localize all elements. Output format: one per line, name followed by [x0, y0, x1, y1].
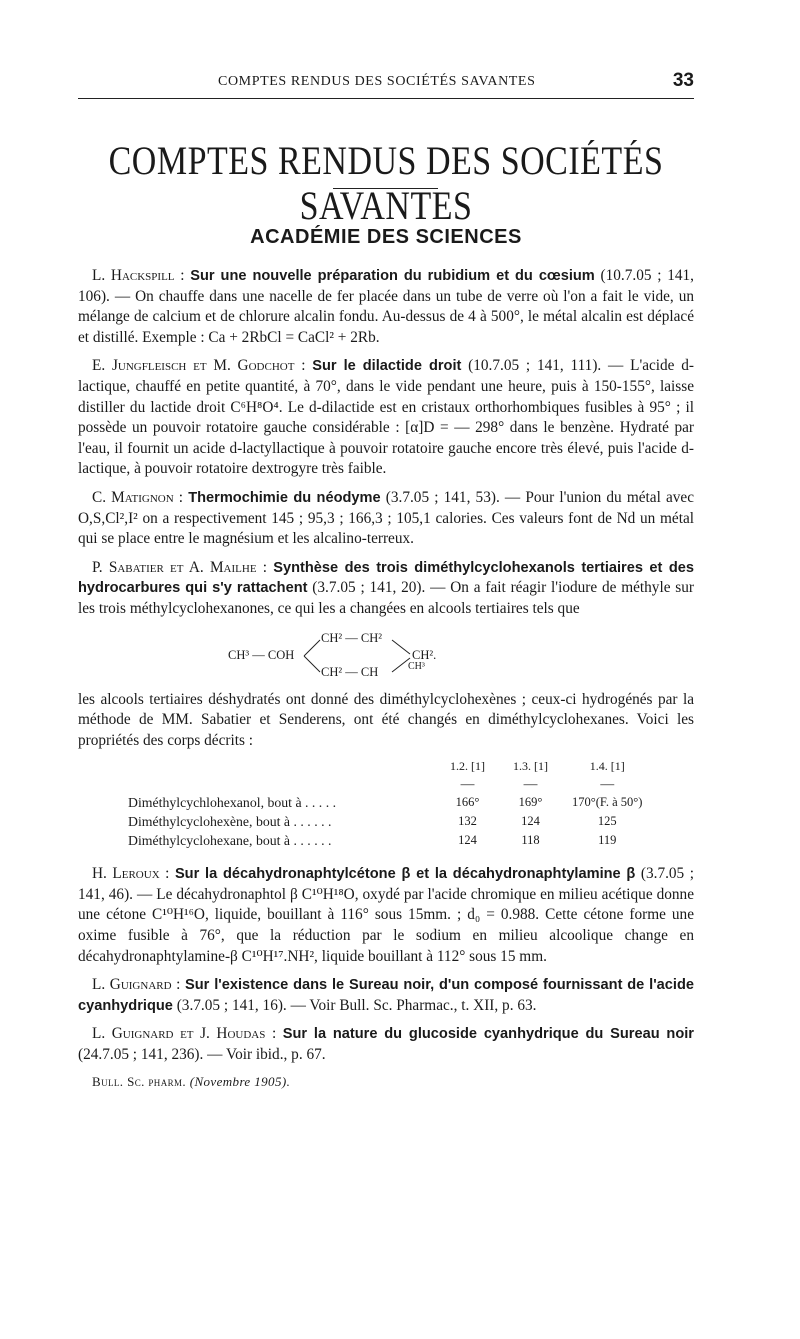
- row-value: 118: [521, 833, 540, 848]
- table-row: [118, 831, 652, 850]
- table-row: [118, 812, 652, 831]
- row-value: 132: [458, 814, 477, 829]
- running-title: COMPTES RENDUS DES SOCIÉTÉS SAVANTES: [218, 74, 536, 89]
- entry-title: Synthèse des trois diméthylcyclohexanols tertiaires et des hydrocarbures qui s'y rattachent: [78, 559, 695, 597]
- section-title: ACADÉMIE DES SCIENCES: [250, 226, 522, 248]
- entry-sabatier: [78, 558, 694, 620]
- entry-jungfleisch: [78, 356, 694, 480]
- entry-title: Sur la décahydronaphtylcétone β et la décahydronaphtylamine β: [174, 866, 636, 883]
- page-number: 33: [672, 70, 694, 91]
- table-header: 1.2. [1]: [450, 759, 485, 774]
- entry-text: — On a fait réagir l'iodure de méthyle sur les trois méthylcyclohexanones, ce qui les a changées en alcools tertiaires tels que: [78, 579, 694, 617]
- entry-author: H. Leroux :: [92, 865, 175, 883]
- page-title: COMPTES RENDUS DES SOCIÉTÉS SAVANTES: [108, 140, 664, 229]
- table-header-row: [118, 759, 652, 774]
- formula-right: CH².: [412, 647, 437, 662]
- entry-title: Thermochimie du néodyme: [188, 489, 381, 506]
- footer: [92, 1074, 694, 1090]
- entry-text: — Le décahydronaphtol β C¹⁰H¹⁸O, oxydé par l'acide chromique en milieu acétique donne une cétone C¹⁰H¹⁶O, liquide, bouillant à 116° sous 15mm. ; d₀ = 0.988. Cette cétone forme une oxime fusible à 76°, que la réduction par le sodium en milieu alcoolique change en décahydronaphtylamine-β C¹⁰H¹⁷.NH², liquide bouillant à 112° sous 15 mm.: [78, 885, 694, 965]
- entry-text: — L'acide d-lactique, chauffé en petite quantité, à 70°, dans le vide pendant une heure, puis à 150-155°, laisse distiller du lactide droit C⁶H⁸O⁴. Le d-dilactide est en cristaux orthorhombiques fusibles à 95° ; il possède un pouvoir rotatoire gauche considérable : [α]D = — 298° dans le benzène. Hydraté par l'eau, il fournit un acide d-lactyllactique à pouvoir rotatoire gauche encore très élevé, puis l'acide d-lactique, à pouvoir rotatoire dextrogyre très faible.: [78, 357, 694, 478]
- row-value: 170°(F. à 50°): [572, 795, 643, 810]
- formula-bottom: CH² — CH: [321, 664, 379, 679]
- entry-reference: (3.7.05 ; 141, 46).: [78, 865, 694, 903]
- formula-top: CH² — CH²: [321, 630, 382, 645]
- formula-left: CH³ — COH: [228, 647, 295, 662]
- entry-reference: (3.7.05 ; 141, 16).: [172, 996, 287, 1014]
- entry-author: L. Guignard :: [92, 976, 186, 994]
- running-header: [78, 70, 694, 99]
- row-label: Diméthylcyclohexène, bout à . . . . . .: [128, 814, 332, 830]
- row-label: Diméthylcyclohexane, bout à . . . . . .: [128, 833, 332, 849]
- article-body: [78, 266, 694, 1090]
- entry-text: — Pour l'union du métal avec O,S,Cl²,I² on a respectivement 145 ; 95,3 ; 166,3 ; 105,1 calories. Ces valeurs font de Nd un métal qui se place entre le magnésium et les alcalino-terreux.: [78, 488, 694, 548]
- row-value: 124: [521, 814, 540, 829]
- entry-text: — Voir ibid., p. 67.: [203, 1046, 326, 1064]
- entry-reference: (3.7.05 ; 141, 53).: [380, 488, 500, 506]
- formula-bonds: [300, 634, 430, 682]
- entry-title: Sur la nature du glucoside cyanhydrique du Sureau noir: [282, 1026, 694, 1043]
- entry-hackspill: [78, 266, 694, 348]
- entry-reference: (3.7.05 ; 141, 20).: [307, 579, 426, 597]
- formula-ch3: CH³: [408, 660, 425, 672]
- entry-author: L. Guignard et J. Houdas :: [92, 1025, 283, 1043]
- entry-leroux: [78, 864, 694, 967]
- entry-text: — On chauffe dans une nacelle de fer placée dans un tube de verre où l'on a fait le vide, un mélange de calcium et de chlorure alcalin fondu. Au-dessus de 4 à 500°, le métal alcalin est déplacé et distillé. Exemple : Ca + 2RbCl = CaCl² + 2Rb.: [78, 287, 694, 346]
- footer-date: (Novembre 1905).: [189, 1073, 291, 1089]
- entry-text: — Voir Bull. Sc. Pharmac., t. XII, p. 63.: [286, 996, 537, 1014]
- entry-reference: (24.7.05 ; 141, 236).: [78, 1046, 204, 1064]
- row-value: 169°: [518, 795, 543, 810]
- row-value: 125: [597, 814, 617, 829]
- entry-title: Sur l'existence dans le Sureau noir, d'un composé fournissant de l'acide cyanhydrique: [78, 977, 694, 1014]
- entry-author: E. Jungfleisch et M. Godchot :: [92, 357, 313, 375]
- table-row: [118, 793, 652, 812]
- title-divider: [333, 188, 438, 189]
- entry-guignard-houdas: [78, 1024, 694, 1065]
- row-value: 166°: [455, 795, 480, 810]
- footer-journal: Bull. Sc. pharm.: [92, 1073, 187, 1089]
- entry-reference: (10.7.05 ; 141, 106).: [78, 267, 695, 305]
- table-dash-row: — — —: [460, 776, 615, 792]
- table-header: 1.3. [1]: [513, 759, 548, 774]
- entry-reference: (10.7.05 ; 141, 111).: [461, 357, 602, 375]
- continuation-text: les alcools tertiaires déshydratés ont donné des diméthylcyclohexènes ; ceux-ci hydrogénés par la méthode de MM. Sabatier et Senderens, ont été changés en diméthylcyclohexanes. Voici les propriétés des corps décrits :: [78, 690, 694, 749]
- entry-author: C. Matignon :: [92, 488, 189, 506]
- entry-title: Sur le dilactide droit: [312, 358, 462, 375]
- properties-table: [118, 759, 652, 850]
- entry-title: Sur une nouvelle préparation du rubidium et du cœsium: [190, 268, 595, 284]
- table-header: 1.4. [1]: [589, 759, 625, 774]
- row-label: Diméthylcychlohexanol, bout à . . . . .: [128, 795, 337, 811]
- chemical-formula: [78, 628, 694, 684]
- entry-matignon: [78, 488, 694, 550]
- row-value: 124: [458, 833, 477, 848]
- entry-author: P. Sabatier et A. Mailhe :: [92, 558, 274, 576]
- row-value: 119: [598, 833, 617, 848]
- entry-author: L. Hackspill :: [92, 267, 191, 284]
- entry-guignard: [78, 975, 694, 1016]
